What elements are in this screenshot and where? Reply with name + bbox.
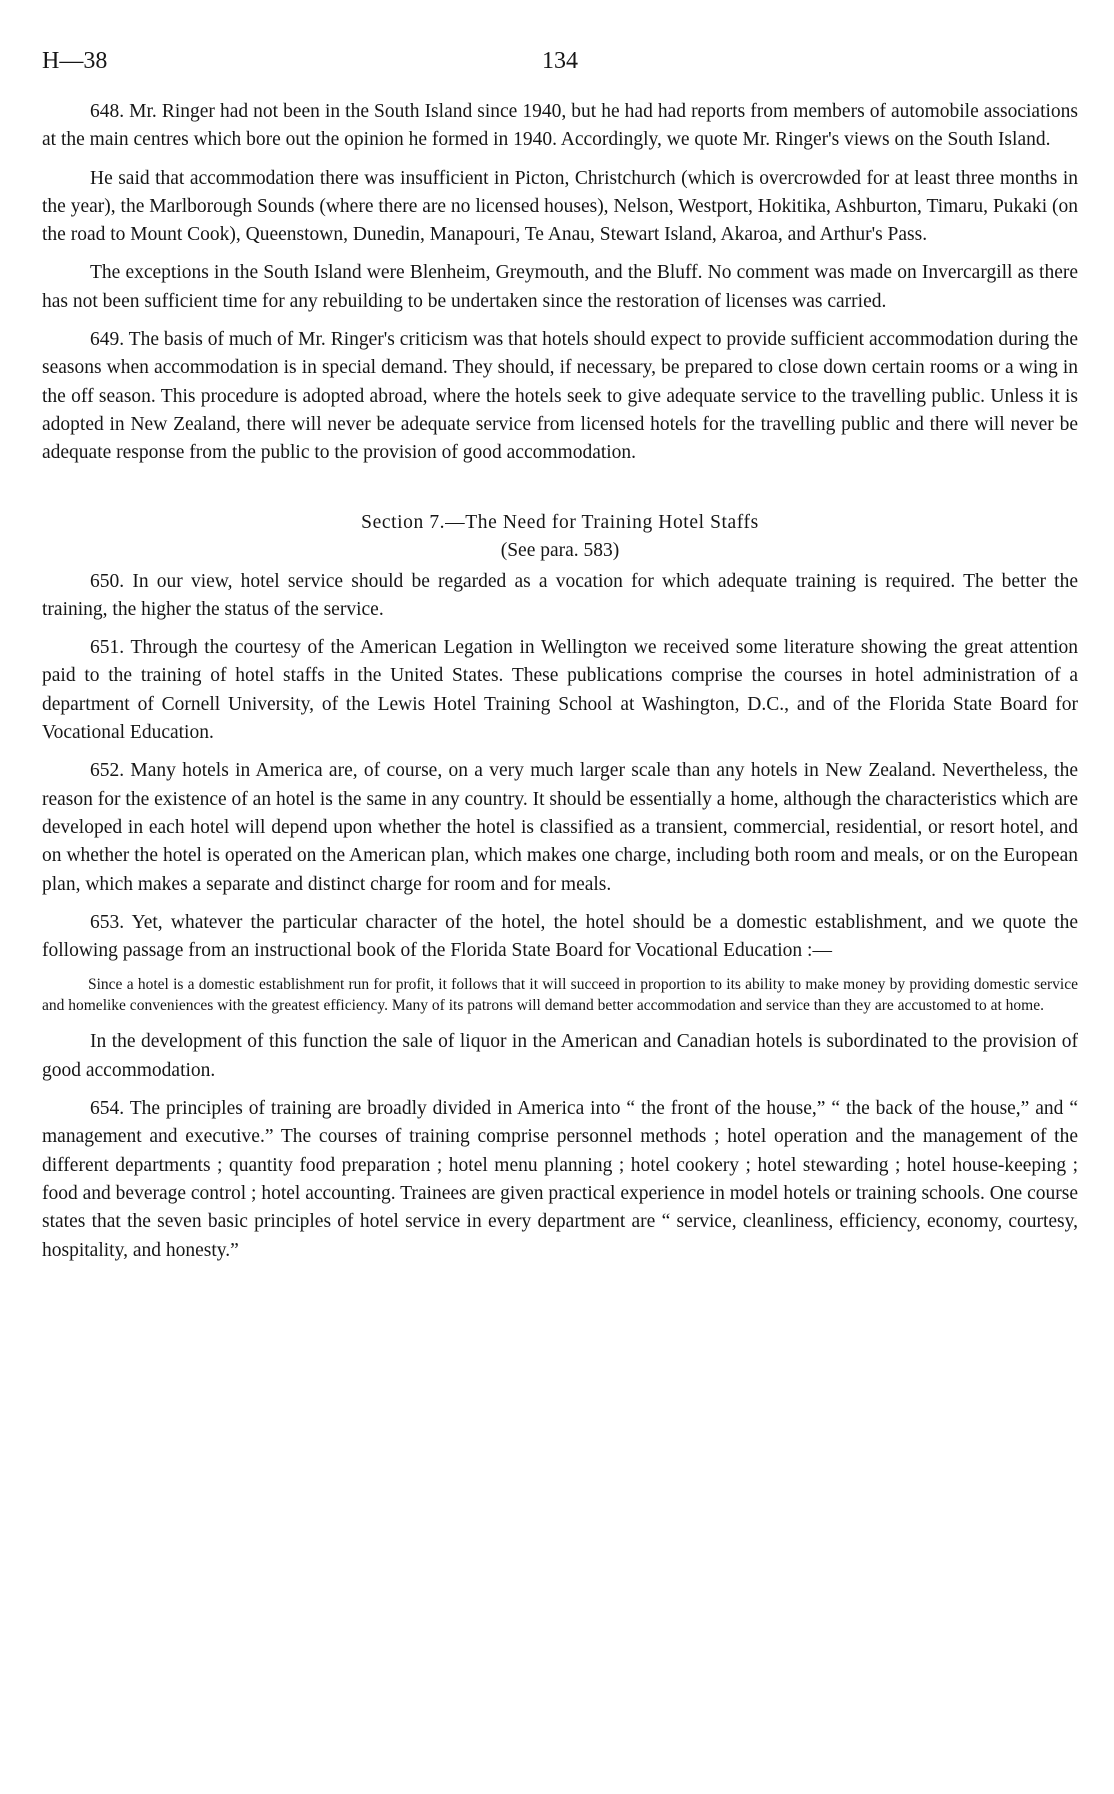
block-quote: Since a hotel is a domestic establishment run for profit, it follows that it will succeed in proportion to its ability to make money by providing domestic service and homelike conveniences with the greatest efficiency. Many of its patrons will demand better accommodation and service than they are accustomed to at home. bbox=[42, 976, 1078, 1014]
paragraph-liquor-subordinated: In the development of this function the sale of liquor in the American and Canadian hotels is subordinated to the provision of good accommodation. bbox=[42, 1031, 1078, 1081]
paragraph-653: 653. Yet, whatever the particular character of the hotel, the hotel should be a domestic establishment, and we quote the following passage from an instructional book of the Florida State Board for Vocational Education :— bbox=[42, 911, 1078, 962]
paragraph-652: 652. Many hotels in America are, of course, on a very much larger scale than any hotels in New Zealand. Nevertheless, the reason for the existence of an hotel is the same in any country. It should be essentially a home, although the characteristics which are developed in each hotel will depend upon whether the hotel is classified as a transient, commercial, residential, or resort hotel, and on whether the hotel is operated on the American plan, which makes one charge, including both room and meals, or on the European plan, which makes a separate and distinct charge for room and for meals. bbox=[42, 760, 1078, 895]
paragraph-651: 651. Through the courtesy of the American Legation in Wellington we received some literature showing the great attention paid to the training of hotel staffs in the United States. These publications comprise the courses in hotel administration of a department of Cornell University, of the Lewis Hotel Training School at Washington, D.C., and of the Florida State Board for Vocational Education. bbox=[42, 637, 1078, 744]
paragraph-650: 650. In our view, hotel service should be regarded as a vocation for which adequate training is required. The better the training, the higher the status of the service. bbox=[42, 570, 1078, 620]
section-title: Section 7.—The Need for Training Hotel Staffs bbox=[361, 511, 759, 533]
document-reference: H—38 bbox=[42, 48, 108, 74]
paragraph-exceptions: The exceptions in the South Island were Blenheim, Greymouth, and the Bluff. No comment was made on Invercargill as there has not been sufficient time for any rebuilding to be undertaken since the restoration of licenses was carried. bbox=[42, 262, 1078, 312]
page-number: 134 bbox=[542, 48, 578, 74]
page-header bbox=[42, 48, 1078, 80]
document-page bbox=[42, 48, 1078, 1275]
paragraph-649: 649. The basis of much of Mr. Ringer's criticism was that hotels should expect to provide sufficient accommodation during the seasons when accommodation is in special demand. They should, if necessary, be prepared to close down certain rooms or a wing in the off season. This procedure is adopted abroad, where the hotels seek to give adequate service to the travelling public. Unless it is adopted in New Zealand, there will never be adequate service from licensed hotels for the travelling public and there will never be adequate response from the public to the provision of good accommodation. bbox=[42, 329, 1078, 464]
paragraph-south-island-accommodation: He said that accommodation there was insufficient in Picton, Christchurch (which is overcrowded for at least three months in the year), the Marlborough Sounds (where there are no licensed houses), Nelson, Westport, Hokitika, Ashburton, Timaru, Pukaki (on the road to Mount Cook), Queenstown, Dunedin, Manapouri, Te Anau, Stewart Island, Akaroa, and Arthur's Pass. bbox=[42, 167, 1078, 246]
paragraph-648: 648. Mr. Ringer had not been in the South Island since 1940, but he had had reports from members of automobile associations at the main centres which bore out the opinion he formed in 1940. Accordingly, we quote Mr. Ringer's views on the South Island. bbox=[42, 101, 1078, 151]
section-reference: (See para. 583) bbox=[500, 539, 620, 561]
paragraph-654: 654. The principles of training are broadly divided in America into “ the front of the house,” “ the back of the house,” and “ management and executive.” The courses of training comprise personnel methods ; hotel operation and the management of the different departments ; quantity food preparation ; hotel menu planning ; hotel cookery ; hotel stewarding ; hotel house-keeping ; food and beverage control ; hotel accounting. Trainees are given practical experience in model hotels or training schools. One course states that the seven basic principles of hotel service in every department are “ service, cleanliness, efficiency, economy, courtesy, hospitality, and honesty.” bbox=[42, 1098, 1078, 1261]
